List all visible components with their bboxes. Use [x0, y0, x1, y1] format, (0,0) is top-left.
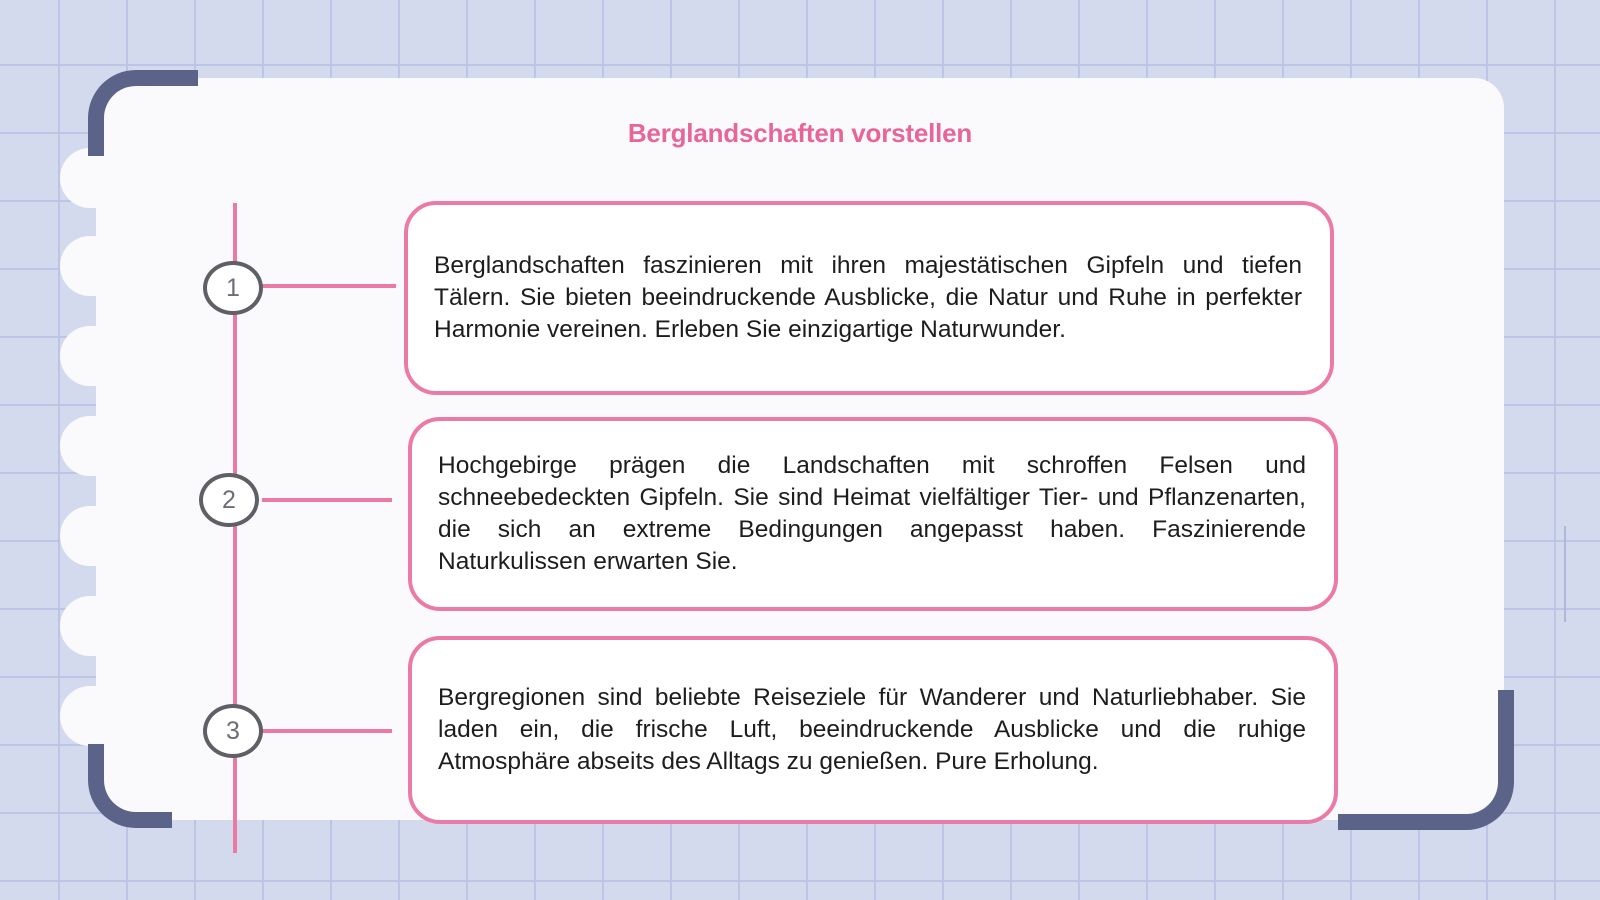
corner-bracket-bottom-right [1338, 690, 1514, 830]
step-3-number: 3 [203, 704, 263, 758]
slide-title: Berglandschaften vorstellen [627, 118, 973, 148]
step-1-text: Berglandschaften faszinieren mit ihren majestätischen Gipfeln und tiefen Tälern. Sie bieten beeindruckende Ausblicke, die Natur und Ruhe in perfekter Harmonie vereinen. Erleben Sie einzigartige Naturwunder. [434, 252, 1302, 343]
corner-bracket-bottom-left [88, 744, 172, 828]
step-3-box [408, 636, 1338, 824]
step-2-number: 2 [199, 473, 259, 527]
step-1-number: 1 [203, 261, 263, 315]
step-1-box [404, 201, 1334, 395]
step-3-text: Bergregionen sind beliebte Reiseziele für Wanderer und Naturliebhaber. Sie laden ein, die frische Luft, beeindruckende Ausblicke und die ruhige Atmosphäre abseits des Alltags zu genießen. Pure Erholung. [438, 684, 1306, 775]
step-2-box [408, 417, 1338, 611]
step-2-connector [262, 498, 392, 502]
corner-bracket-top-left [88, 70, 198, 156]
step-2-text: Hochgebirge prägen die Landschaften mit schroffen Felsen und schneebedeckten Gipfeln. Sie sind Heimat vielfältiger Tier- und Pflanzenarten, die sich an extreme Bedingungen angepasst haben. Faszinierende Naturkulissen erwarten Sie. [438, 452, 1306, 575]
step-3-connector [262, 729, 392, 733]
decorative-line [1564, 526, 1566, 622]
step-1-connector [262, 284, 396, 288]
